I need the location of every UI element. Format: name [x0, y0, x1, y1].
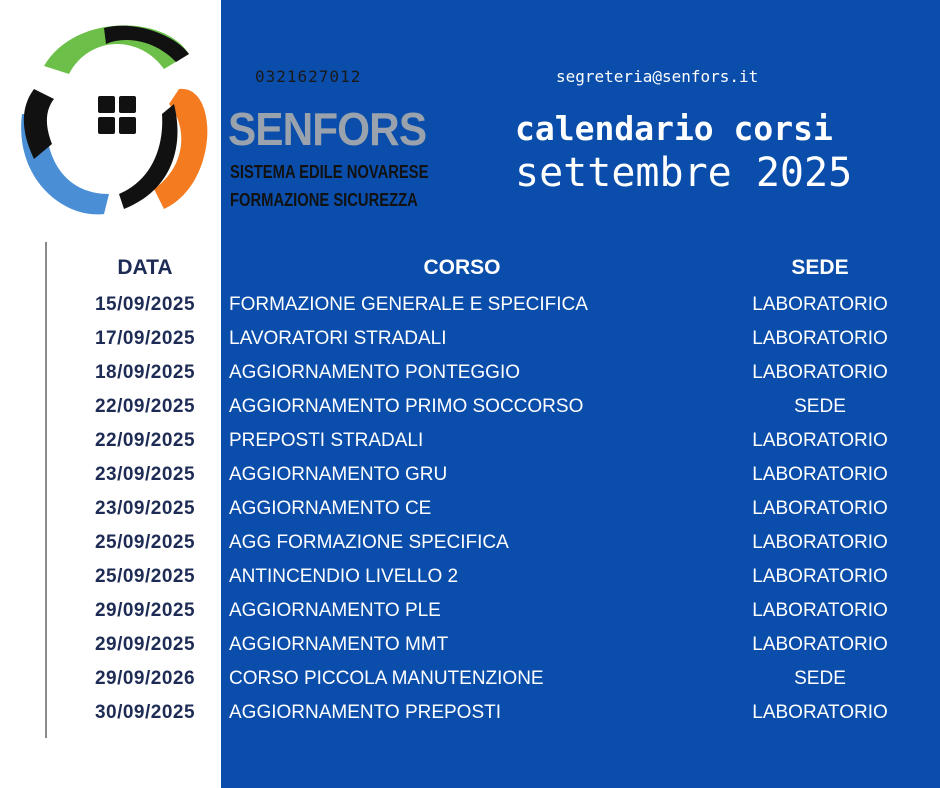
row-course: CORSO PICCOLA MANUTENZIONE [229, 668, 544, 689]
column-header-date: DATA [117, 256, 173, 279]
row-location: SEDE [794, 668, 846, 689]
row-location: LABORATORIO [752, 498, 888, 519]
row-course: AGGIORNAMENTO PLE [229, 600, 441, 621]
row-date: 22/09/2025 [94, 396, 196, 417]
row-location: LABORATORIO [752, 294, 888, 315]
brand-tagline-line2: FORMAZIONE SICUREZZA [230, 190, 418, 210]
row-location: LABORATORIO [752, 328, 888, 349]
brand-name: SENFORS [228, 103, 427, 155]
row-date: 30/09/2025 [94, 702, 196, 723]
row-location: LABORATORIO [752, 634, 888, 655]
row-date: 23/09/2025 [94, 498, 196, 519]
row-location: SEDE [794, 396, 846, 417]
table-row [0, 391, 940, 425]
row-course: PREPOSTI STRADALI [229, 430, 424, 451]
row-date: 23/09/2025 [94, 464, 196, 485]
row-location: LABORATORIO [752, 464, 888, 485]
row-course: AGGIORNAMENTO GRU [229, 464, 448, 485]
row-course: AGGIORNAMENTO CE [229, 498, 432, 519]
table-row [0, 323, 940, 357]
table-row [0, 459, 940, 493]
row-course: FORMAZIONE GENERALE E SPECIFICA [229, 294, 588, 315]
row-course: AGGIORNAMENTO PRIMO SOCCORSO [229, 396, 584, 417]
row-date: 22/09/2025 [94, 430, 196, 451]
row-location: LABORATORIO [752, 566, 888, 587]
row-course: AGGIORNAMENTO PONTEGGIO [229, 362, 521, 383]
table-row [0, 629, 940, 663]
house-logo-icon [14, 14, 224, 224]
table-row [0, 663, 940, 697]
row-date: 17/09/2025 [94, 328, 196, 349]
row-date: 29/09/2025 [94, 600, 196, 621]
column-header-course: CORSO [423, 256, 501, 279]
row-date: 18/09/2025 [94, 362, 196, 383]
row-date: 25/09/2025 [94, 566, 196, 587]
row-course: AGGIORNAMENTO MMT [229, 634, 449, 655]
table-row [0, 595, 940, 629]
schedule-table [0, 289, 940, 731]
phone-number: 0321627012 [255, 67, 362, 86]
table-row [0, 289, 940, 323]
column-header-location: SEDE [791, 256, 849, 279]
page-title: calendario corsi [515, 109, 833, 148]
table-row [0, 425, 940, 459]
row-date: 25/09/2025 [94, 532, 196, 553]
row-date: 29/09/2025 [94, 634, 196, 655]
table-row [0, 527, 940, 561]
row-course: ANTINCENDIO LIVELLO 2 [229, 566, 459, 587]
table-row [0, 357, 940, 391]
row-location: LABORATORIO [752, 430, 888, 451]
email-address: segreteria@senfors.it [556, 67, 759, 86]
table-row [0, 493, 940, 527]
row-location: LABORATORIO [752, 532, 888, 553]
row-course: AGGIORNAMENTO PREPOSTI [229, 702, 502, 723]
row-location: LABORATORIO [752, 600, 888, 621]
row-location: LABORATORIO [752, 362, 888, 383]
table-row [0, 561, 940, 595]
row-course: AGG FORMAZIONE SPECIFICA [229, 532, 509, 553]
row-location: LABORATORIO [752, 702, 888, 723]
page-subtitle: settembre 2025 [515, 150, 853, 196]
row-date: 29/09/2026 [94, 668, 196, 689]
row-date: 15/09/2025 [94, 294, 196, 315]
table-row [0, 697, 940, 731]
brand-tagline-line1: SISTEMA EDILE NOVARESE [230, 162, 429, 182]
row-course: LAVORATORI STRADALI [229, 328, 447, 349]
